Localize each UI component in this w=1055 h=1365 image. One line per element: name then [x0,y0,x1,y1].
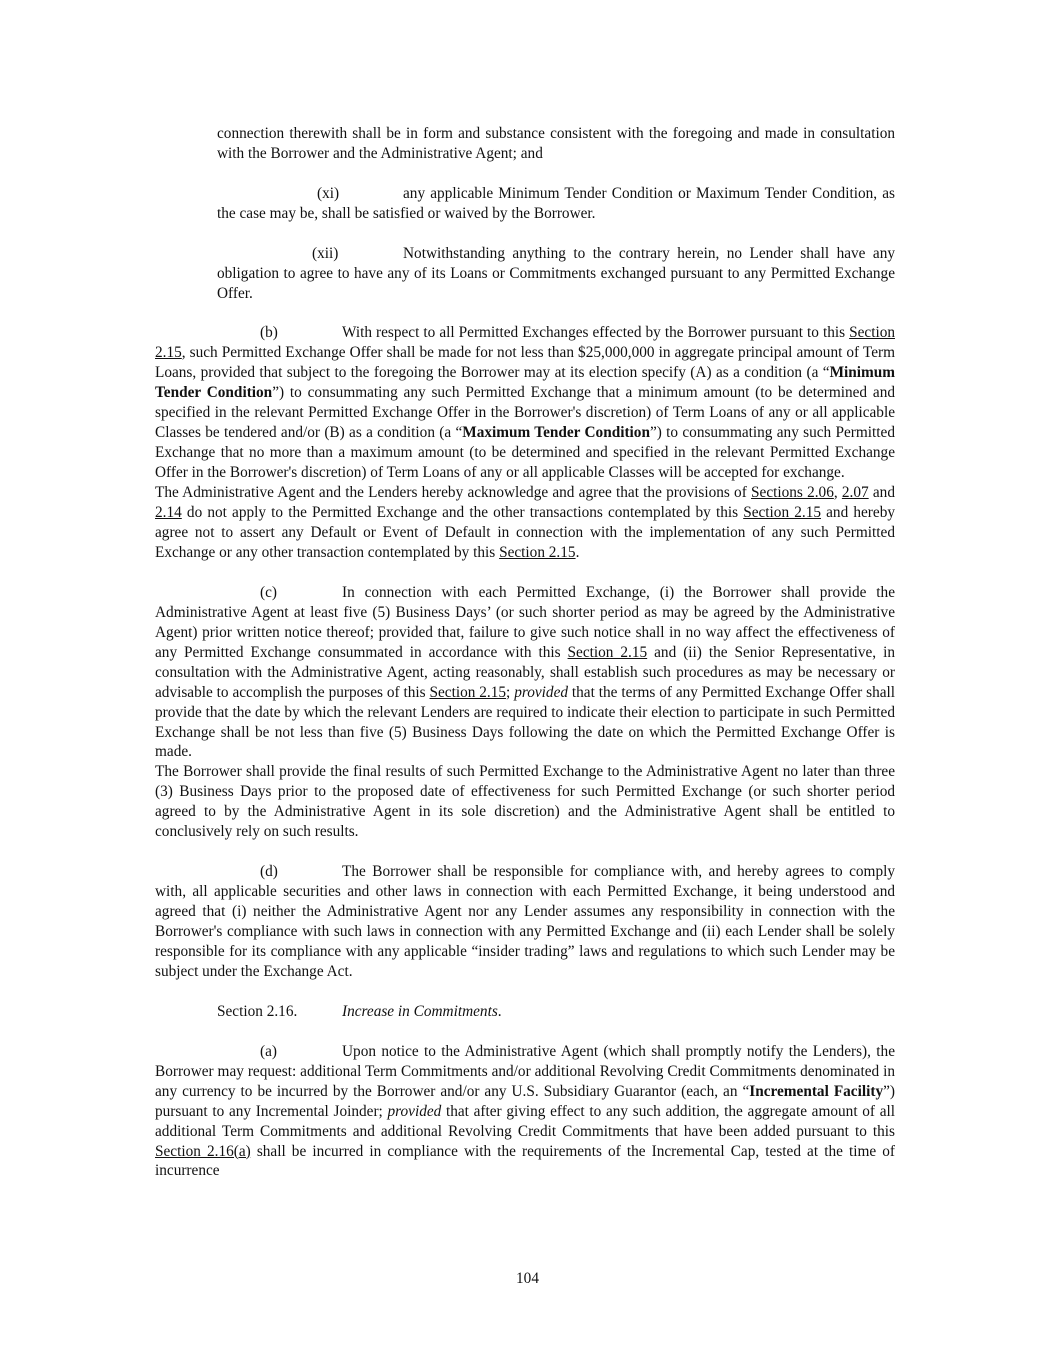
defined-term: Incremental Facility [749,1082,884,1100]
body-text: . [575,543,580,561]
body-text: any applicable Minimum Tender Condition or Maximum Tender Condition, as the case may be, shall be satisfied or waived by the Borrower. [217,184,895,222]
paragraph-label: Section 2.16. [217,1002,298,1020]
paragraph-label: (xii) [312,244,339,262]
body-text: do not apply to the Permitted Exchange and the other transactions contemplated by this [181,504,744,522]
body-text: With respect to all Permitted Exchanges effected by the Borrower pursuant to this [342,324,850,342]
section-reference: Section 2.15 [567,643,648,661]
body-text: The Borrower shall provide the final results of such Permitted Exchange to the Administrative Agent no later than three (3) Business Days prior to the proposed date of effectiveness for such Permitted Exchange (or such shorter period agreed to by the Administrative Agent in its sole discretion) and the Administrative Agent shall be entitled to conclusively rely on such results. [155,763,895,841]
paragraph [155,1002,895,1022]
body-text: . [497,1002,502,1020]
body-text: The Borrower shall be responsible for compliance with, and hereby agrees to comply with, all applicable securities and other laws in connection with each Permitted Exchange, it being understood and agreed that (i) neither the Administrative Agent nor any Lender assumes any responsibility in connection with the Borrower's compliance with such laws in connection with any Permitted Exchange and (ii) each Lender shall be solely responsible for its compliance with any applicable “insider trading” laws and regulations to which such Lender may be subject under the Exchange Act. [155,863,895,980]
paragraph [217,184,895,224]
emphasis-text: provided [514,683,569,701]
emphasis-text: Increase in Commitments [342,1002,498,1020]
body-text: and [868,484,895,502]
body-text: Upon notice to the Administrative Agent (which shall promptly notify the Lenders), the Borrower may request: additional Term Commitments and/or additional Revolving Credit Commitments denominated in any currency to be incurred by the Borrower and/or any U.S. Subsidiary Guarantor (each, an “ [155,1042,895,1100]
body-text: The Administrative Agent and the Lenders hereby acknowledge and agree that the provisions of [155,484,752,502]
section-reference: 2.14 [155,504,182,522]
paragraph [155,583,895,842]
body-text: , such Permitted Exchange Offer shall be made for not less than $25,000,000 in aggregate principal amount of Term Loans, provided that subject to the foregoing the Borrower may at its election specify (A) as a condition (a “ [155,344,895,382]
paragraph [155,1042,895,1182]
section-reference: 2.07 [841,484,869,502]
body-text: Notwithstanding anything to the contrary herein, no Lender shall have any obligation to agree to have any of its Loans or Commitments exchanged pursuant to any Permitted Exchange Offer. [217,244,895,302]
body-text: that after giving effect to any such addition, the aggregate amount of all additional Term Commitments and additional Revolving Credit Commitments that have been added pursuant to this [155,1102,895,1140]
paragraph-label: (a) [260,1042,277,1060]
paragraph-label: (d) [260,863,278,881]
paragraph [155,323,895,562]
body-text: shall be incurred in compliance with the requirements of the Incremental Cap, tested at the time of incurrence [155,1142,895,1180]
paragraph-label: (xi) [317,184,340,202]
body-text: ; [506,683,515,701]
section-reference: Section 2.15 [499,543,576,561]
paragraph-label: (b) [260,324,278,342]
document-page [155,124,895,1201]
emphasis-text: provided [387,1102,442,1120]
body-text: connection therewith shall be in form and substance consistent with the foregoing and made in consultation with the Borrower and the Administrative Agent; and [217,125,895,162]
section-reference: Section 2.15 [155,324,895,362]
paragraph [217,244,895,304]
body-text: ”) to consummating any such Permitted Exchange that a minimum amount (to be determined and specified in the relevant Permitted Exchange Offer in the Borrower's discretion) of Term Loans of any or all applicable Classes be tendered and/or (B) as a condition (a “ [155,384,895,442]
page-number: 104 [516,1270,539,1287]
body-text: that the terms of any Permitted Exchange Offer shall provide that the date by which the relevant Lenders are required to indicate their election to participate in such Permitted Exchange shall be not less than five (5) Business Days following the date on which the Permitted Exchange Offer is made. [155,683,896,761]
paragraph [217,124,895,164]
body-text: ”) pursuant to any Incremental Joinder; [155,1082,895,1120]
paragraph [155,862,895,982]
defined-term: Minimum Tender Condition [155,364,895,402]
section-reference: Section 2.15 [743,504,821,522]
body-text: , [833,484,842,502]
body-text: and (ii) the Senior Representative, in consultation with the Administrative Agent, acting reasonably, shall establish such procedures as may be necessary or advisable to accomplish the purposes of this [155,643,895,701]
paragraph-label: (c) [260,583,277,601]
body-text: In connection with each Permitted Exchange, (i) the Borrower shall provide the Administrative Agent at least five (5) Business Days’ (or such shorter period as may be agreed by the Administrative Agent) prior written notice thereof; provided that, failure to give such notice shall in no way affect the effectiveness of any Permitted Exchange consummated in accordance with this [155,583,895,661]
section-reference: Section 2.16(a) [155,1142,251,1160]
defined-term: Maximum Tender Condition [462,424,650,442]
body-text: ”) to consummating any such Permitted Exchange that no more than a maximum amount (to be determined and specified in the relevant Permitted Exchange Offer in the Borrower's discretion) of Term Loans of any or all applicable Classes will be accepted for exchange. [155,424,895,482]
section-reference: Sections 2.06 [751,484,834,502]
section-reference: Section 2.15 [429,683,507,701]
body-text: and hereby agree not to assert any Default or Event of Default in connection with the implementation of any such Permitted Exchange or any other transaction contemplated by this [155,504,895,561]
